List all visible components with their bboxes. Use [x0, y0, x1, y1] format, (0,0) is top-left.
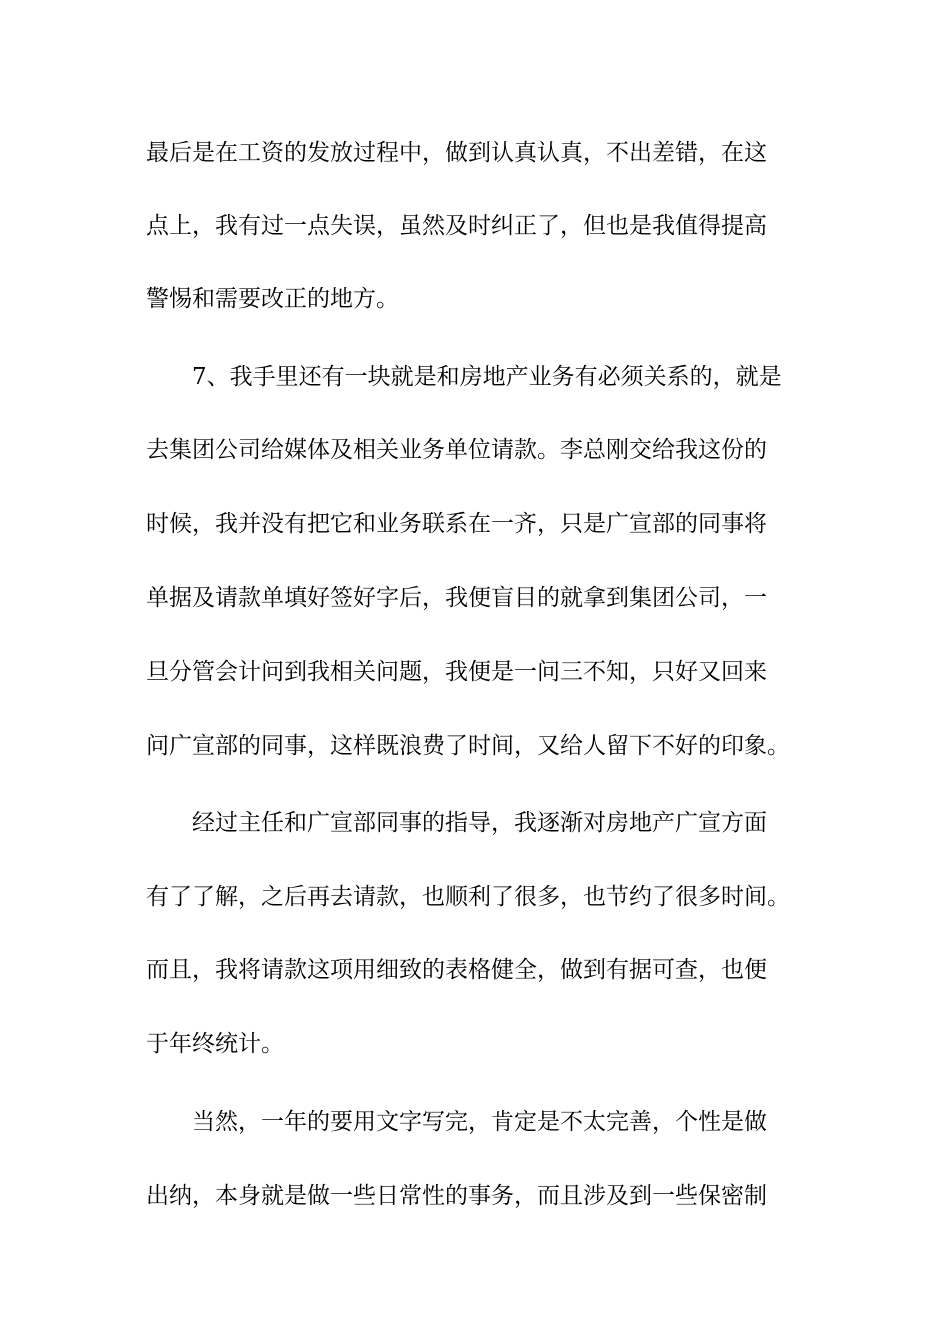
text-line-4: 7、我手里还有一块就是和房地产业务有必须关系的，就是	[146, 364, 782, 390]
text-line-10: 经过主任和广宣部同事的指导，我逐渐对房地产广宣方面	[146, 810, 767, 836]
text-line-1: 最后是在工资的发放过程中，做到认真认真，不出差错，在这	[146, 140, 767, 166]
text-line-5: 去集团公司给媒体及相关业务单位请款。李总刚交给我这份的	[146, 437, 767, 463]
text-line-8: 旦分管会计问到我相关问题，我便是一问三不知，只好又回来	[146, 659, 767, 685]
text-line-12: 而且，我将请款这项用细致的表格健全，做到有据可查，也便	[146, 957, 767, 983]
text-line-15: 出纳，本身就是做一些日常性的事务，而且涉及到一些保密制	[146, 1183, 767, 1209]
text-line-9: 问广宣部的同事，这样既浪费了时间，又给人留下不好的印象。	[146, 733, 790, 759]
text-line-6: 时候，我并没有把它和业务联系在一齐，只是广宣部的同事将	[146, 511, 767, 537]
text-line-14: 当然，一年的要用文字写完，肯定是不太完善，个性是做	[146, 1109, 767, 1135]
text-line-3: 警惕和需要改正的地方。	[146, 286, 399, 312]
text-line-7: 单据及请款单填好签好字后，我便盲目的就拿到集团公司，一	[146, 585, 767, 611]
text-line-2: 点上，我有过一点失误，虽然及时纠正了，但也是我值得提高	[146, 213, 767, 239]
text-line-13: 于年终统计。	[146, 1031, 284, 1057]
text-line-11: 有了了解，之后再去请款，也顺利了很多，也节约了很多时间。	[146, 884, 790, 910]
